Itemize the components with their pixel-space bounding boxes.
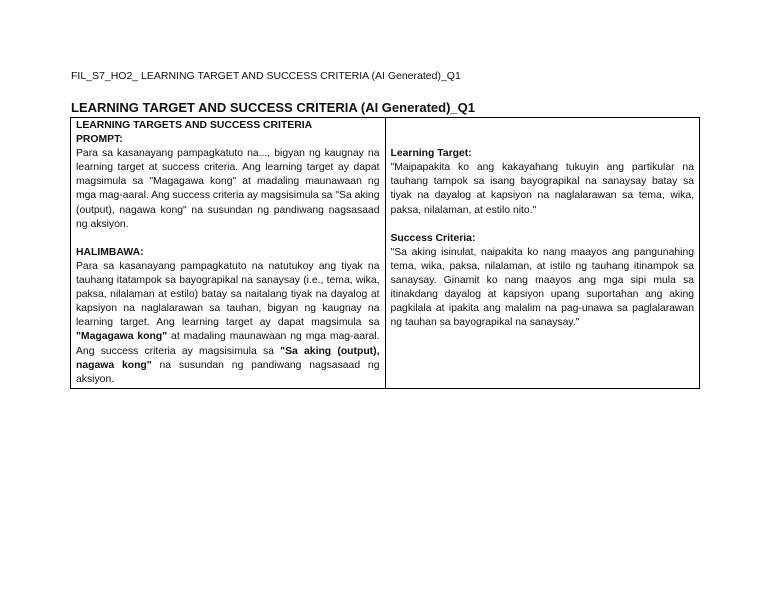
example-label: HALIMBAWA:	[76, 246, 144, 258]
success-criteria-label: Success Criteria:	[390, 232, 476, 244]
document-title: LEARNING TARGET AND SUCCESS CRITERIA (AI Generated)_Q1	[71, 100, 476, 115]
learning-target-label: Learning Target:	[390, 148, 472, 160]
table-row	[71, 118, 700, 389]
prompt-label: PROMPT:	[76, 134, 123, 146]
spacer	[76, 232, 380, 246]
left-cell	[71, 118, 386, 389]
criteria-table	[70, 117, 700, 389]
running-header: FIL_S7_HO2_ LEARNING TARGET AND SUCCESS CRITERIA (AI Generated)_Q1	[71, 70, 461, 82]
learning-target-text: "Maipapakita ko ang kakayahang tukuyin ang partikular na tauhang tampok sa isang bayograpikal na sanaysay batay sa tiyak na dayalog at kapsiyon na naglalarawan sa tema, wika, paksa, nilalaman, at estilo nito."	[390, 162, 694, 216]
success-criteria-text: "Sa aking isinulat, naipakita ko nang maayos ang pangunahing tema, wika, paksa, nilalaman, at istilo ng tauhang itinampok sa sanaysay. Ginamit ko nang maayos ang mga sipi mula sa itinakdang dayalog at kapsiyon upang suportahan ang aking pagkilala at ipakita ang malalim na pag-unawa sa paglalarawan ng tauhan sa bayograpikal na sanaysay."	[390, 246, 694, 329]
spacer	[391, 119, 695, 133]
example-part-1: Para sa kasanayang pampagkatuto na natutukoy ang tiyak na tauhang itatampok sa bayograpikal na sanaysay (i.e., tema, wika, paksa, nilalaman at estilo) batay sa naitalang tiyak na dayalog at kapsiyon na naglalarawan sa tauhan, bigyan ng kaugnay na learning target. Ang learning target ay dapat magsimula sa	[76, 260, 380, 329]
example-part-3: na susundan ng pandiwang nagsasaad ng aksiyon.	[76, 359, 380, 385]
section-heading: LEARNING TARGETS AND SUCCESS CRITERIA	[76, 120, 313, 131]
spacer	[391, 133, 695, 147]
example-bold-1: "Magagawa kong"	[76, 331, 168, 343]
example-bold-2: "Sa aking (output), nagawa kong"	[76, 345, 380, 371]
example-text	[76, 260, 380, 387]
spacer	[391, 218, 695, 232]
right-cell	[385, 118, 700, 389]
prompt-text: Para sa kasanayang pampagkatuto na..., bigyan ng kaugnay na learning target at success criteria. Ang learning target ay dapat magsimula sa "Magagawa kong" at madaling maunawaan ng mga mag-aaral. Ang success criteria ay magsisimula sa "Sa aking (output), nagawa kong" na susundan ng pandiwang nagsasaad ng aksiyon.	[76, 148, 380, 230]
example-part-2: at madaling maunawaan ng mga mag-aaral. Ang success criteria ay magsisimula sa	[76, 331, 380, 357]
